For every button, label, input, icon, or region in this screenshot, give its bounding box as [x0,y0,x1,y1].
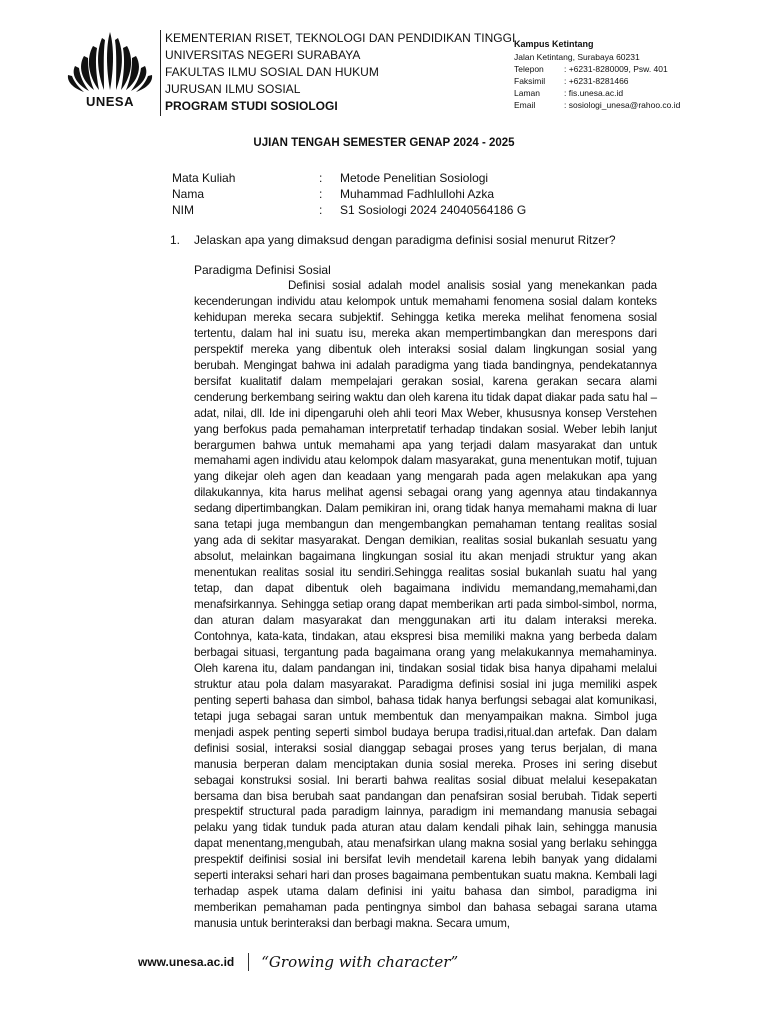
unesa-logo [62,28,158,114]
institution-line-faculty: FAKULTAS ILMU SOSIAL DAN HUKUM [165,65,379,79]
campus-value: : sosiologi_unesa@rahoo.co.id [564,100,681,110]
institution-line-ministry: KEMENTERIAN RISET, TEKNOLOGI DAN PENDIDIKAN TINGGI [165,31,516,45]
question-number: 1. [170,233,181,247]
campus-row-fax [514,75,744,87]
info-row-course [172,170,526,186]
info-value: S1 Sosiologi 2024 24040564186 G [340,203,527,217]
footer [138,953,458,971]
campus-label: Email [514,100,536,110]
info-value: Metode Penelitian Sosiologi [340,171,489,185]
footer-divider [248,953,249,971]
campus-title: Kampus Ketintang [514,39,594,49]
campus-row-email [514,99,744,111]
info-row-nim [172,202,526,218]
question-item [170,232,640,248]
letterhead-divider [160,30,161,116]
campus-row-phone [514,63,744,75]
footer-website: www.unesa.ac.id [138,955,235,969]
answer-heading: Paradigma Definisi Sosial [194,263,331,277]
campus-row-website [514,87,744,99]
campus-contact-block [514,38,744,111]
logo-wordmark: UNESA [85,94,134,109]
question-text: Jelaskan apa yang dimaksud dengan paradigma definisi sosial menurut Ritzer? [194,233,616,247]
campus-value: : +6231-8281466 [564,76,629,86]
info-value: Muhammad Fadhlullohi Azka [340,187,495,201]
info-label: Mata Kuliah [172,171,236,185]
institution-line-program: PROGRAM STUDI SOSIOLOGI [165,99,338,113]
campus-label: Telepon [514,64,544,74]
unesa-emblem-icon [62,28,158,98]
info-separator: : [319,187,323,201]
exam-info-table [172,170,526,218]
campus-label: Laman [514,88,540,98]
exam-title: UJIAN TENGAH SEMESTER GENAP 2024 - 2025 [253,137,515,149]
institution-line-department: JURUSAN ILMU SOSIAL [165,82,301,96]
info-separator: : [319,203,323,217]
campus-address: Jalan Ketintang, Surabaya 60231 [514,52,640,62]
institution-line-university: UNIVERSITAS NEGERI SURABAYA [165,48,361,62]
info-row-name [172,186,526,202]
campus-label: Faksimil [514,76,546,86]
footer-tagline: “Growing with character” [261,953,459,971]
institution-block [165,30,516,115]
info-separator: : [319,171,323,185]
campus-value: : fis.unesa.ac.id [564,88,624,98]
campus-value: : +6231-8280009, Psw. 401 [564,64,668,74]
answer-paragraph: Definisi sosial adalah model analisis sosial yang menekankan pada kecenderungan individu atau kelompok untuk memahami fenomena sosial dalam konteks kehidupan mereka secara subjektif. Sehingga ketika mereka melihat fenomena sosial tertentu, dalam hal ini suatu isu, mereka akan mempertimbangkan dan merespons dari perspektif mereka yang dibentuk oleh interaksi sosial dalam lingkungan sosial yang berubah. Mengingat bahwa ini adalah paradigma yang tiada bandingnya, pendekatannya bersifat kualitatif dalam mempelajari gerakan sosial, karena gerakan secara alami cenderung berkembang seiring waktu dan oleh karena itu tidak dapat diakar pada satu hal – adat, nilai, dll. Ide ini dipengaruhi oleh ahli teori Max Weber, khususnya konsep Verstehen yang berfokus pada pemahaman interpretatif terhadap tindakan sosial. Weber lebih lanjut berargumen bahwa untuk memahami apa yang terjadi dalam masyarakat dan untuk memahami agen individu atau kelompok dalam masyarakat, guna menentukan motif, tujuan yang dikejar oleh agen dan keadaan yang mengarah pada agen melakukan apa yang dilakukannya, kita harus melihat agensi sebagai orang yang agennya atau tindakannya sedang dipertimbangkan. Dalam pemikiran ini, orang tidak hanya memahami makna di luar sana tetapi juga membangun dan mengembangkan pemahaman tentang realitas sosial yang ada di sekitar masyarakat. Dengan demikian, realitas sosial bukanlah sesuatu yang absolut, melainkan bagaimana lingkungan sosial itu akan menjadi struktur yang akan menentukan realitas sosial itu sendiri.Sehingga realitas sosial bukanlah suatu hal yang tetap, dan dapat dibentuk oleh bagaimana individu memandang,memahami,dan menafsirkannya. Sehingga setiap orang dapat memberikan arti pada simbol-simbol, norma, dan aturan dalam masyarakat dan menggunakan arti itu dalam interaksi mereka. Contohnya, kata-kata, tindakan, atau ekspresi bisa memiliki makna yang berbeda dalam berbagai situasi, tergantung pada bagaimana orang yang melakukannya memahaminya. Oleh karena itu, dalam pandangan ini, tindakan sosial tidak bisa hanya dipahami melalui struktur atau pola dalam masyarakat. Paradigma definisi sosial ini juga memiliki aspek penting seperti bahasa dan simbol, bahasa tidak hanya berfungsi sebagai alat komunikasi, tetapi juga sebagai saran untuk membentuk dan menyampaikan makna. Simbol juga menjadi aspek penting seperti simbol budaya berupa tradisi,ritual.dan artefak. Dan dalam definisi sosial, interaksi sosial dianggap sebagai proses yang terus berjalan, di mana manusia berperan dalam menciptakan dunia sosial mereka. Proses ini sering disebut sebagai konstruksi sosial. Ini berarti bahwa realitas sosial dibuat melalui kesepakatan bersama dan bisa berubah saat pandangan dan penafsiran sosial berubah. Tidak seperti prespektif structural pada paradigm lainnya, paradigm ini memandang manusia sebagai pelaku yang tidak tunduk pada aturan atau dalam kendali pihak lain, sehingga manusia dapat menentang,mengubah, atau menafsirkan ulang makna sosial yang berlaku sehingga prespektif deifinisi sosial ini bersifat levih mendetail karena lebih banyak yang didalami seperti interaksi sehari hari dan proses bagaimana pembentukan suatu makna. Kembali lagi terhadap aspek utama dalam definisi ini yaitu bahasa dan simbol, paradigma ini memberikan pemahaman pada pentingnya simbol dan bahasa sebagai sarana utama manusia untuk berinteraksi dan berbagi makna. Secara umum, [194,279,657,931]
info-label: NIM [172,203,194,217]
info-label: Nama [172,187,205,201]
